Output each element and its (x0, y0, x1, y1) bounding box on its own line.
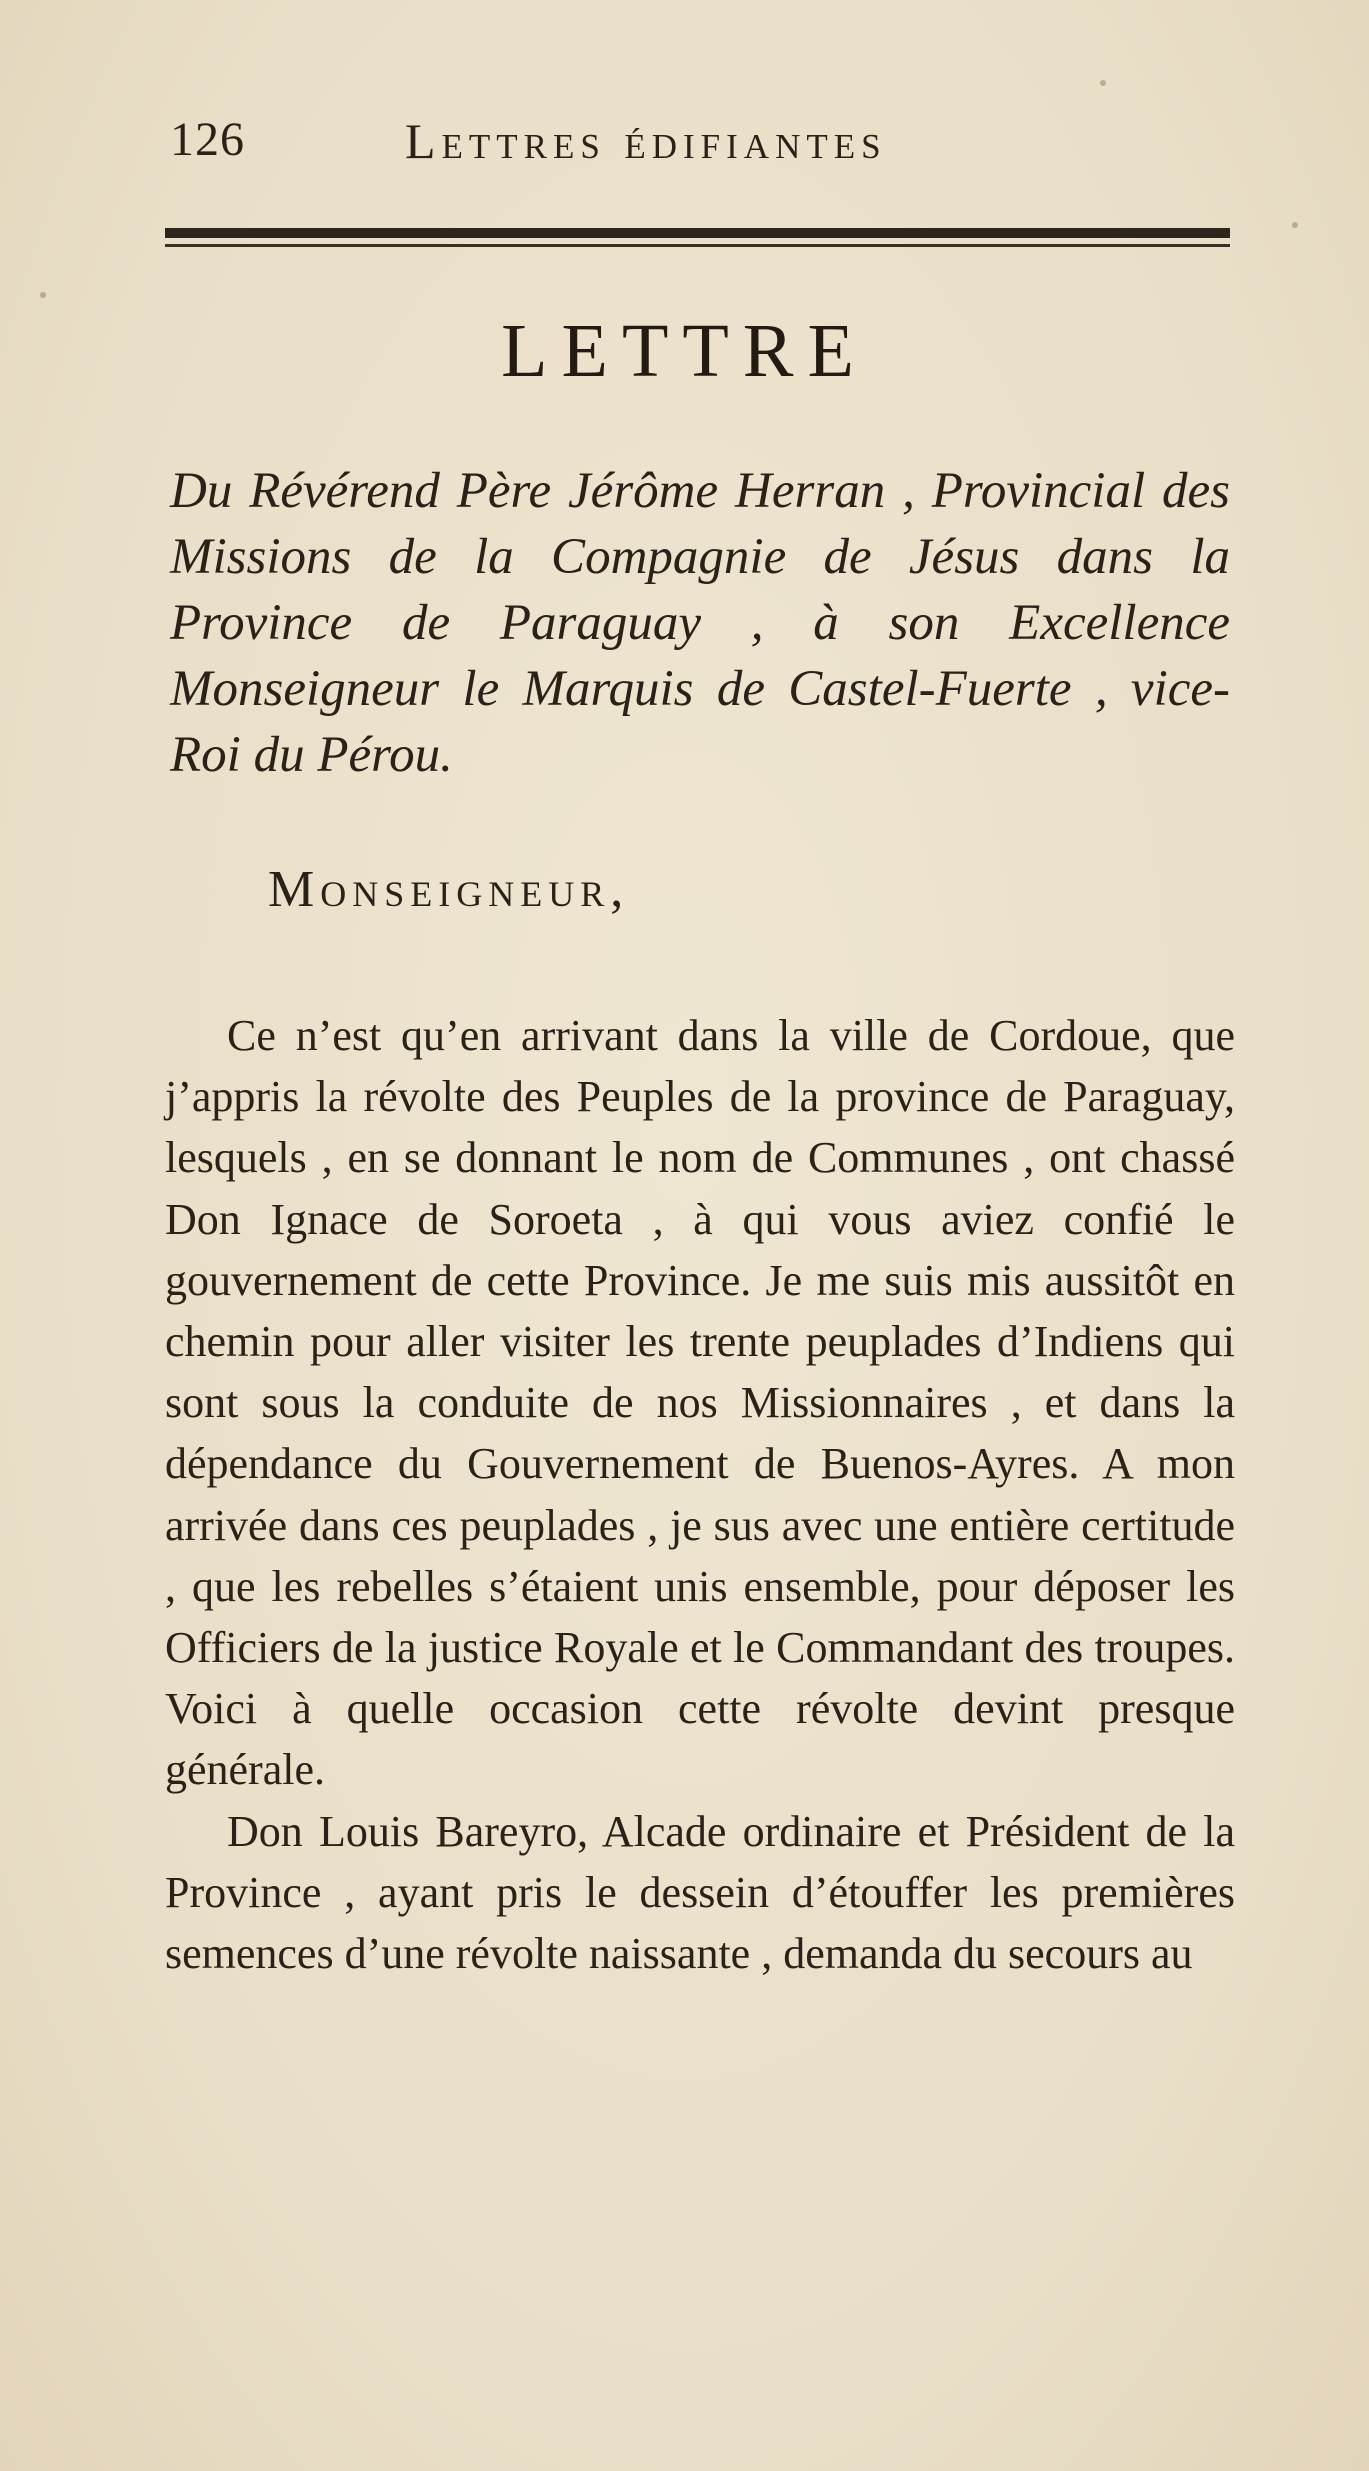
paragraph: Ce n’est qu’en arrivant dans la ville de Cordoue, que j’appris la révolte des Peuples de la province de Paraguay, lesquels , en se donnant le nom de Communes , ont chassé Don Ignace de Soroeta , à qui vous aviez confié le gouvernement de cette Province. Je me suis mis aussitôt en chemin pour aller visiter les trente peuplades d’Indiens qui sont sous la conduite de nos Missionnaires , et dans la dépendance du Gouvernement de Buenos-Ayres. A mon arrivée dans ces peuplades , je sus avec une entière certitude , que les rebelles s’étaient unis ensemble, pour déposer les Officiers de la justice Royale et le Commandant des troupes. Voici à quelle occasion cette révolte devint presque générale. (165, 1011, 1235, 1795)
paper-speck (1292, 222, 1298, 228)
header-rule-thick (165, 228, 1230, 238)
salutation: Monseigneur, (268, 861, 630, 918)
paper-speck (1100, 80, 1106, 86)
letter-title: LETTRE (501, 309, 868, 393)
letter-body (165, 1005, 1235, 1984)
letter-subtitle: Du Révérend Père Jérôme Herran , Provincial des Missions de la Compagnie de Jésus dans la Province de Paraguay , à son Excellence Monseigneur le Marquis de Castel-Fuerte , vice-Roi du Pérou. (170, 463, 1230, 783)
running-head: Lettres édifiantes (405, 113, 887, 169)
paper-speck (40, 292, 46, 298)
page-header (170, 112, 1230, 172)
page-number: 126 (170, 113, 245, 166)
paragraph: Don Louis Bareyro, Alcade ordinaire et Président de la Province , ayant pris le dessein d’étouffer les premières semences d’une révolte naissante , demanda du secours au (165, 1806, 1235, 1979)
header-rule-thin (165, 244, 1230, 247)
